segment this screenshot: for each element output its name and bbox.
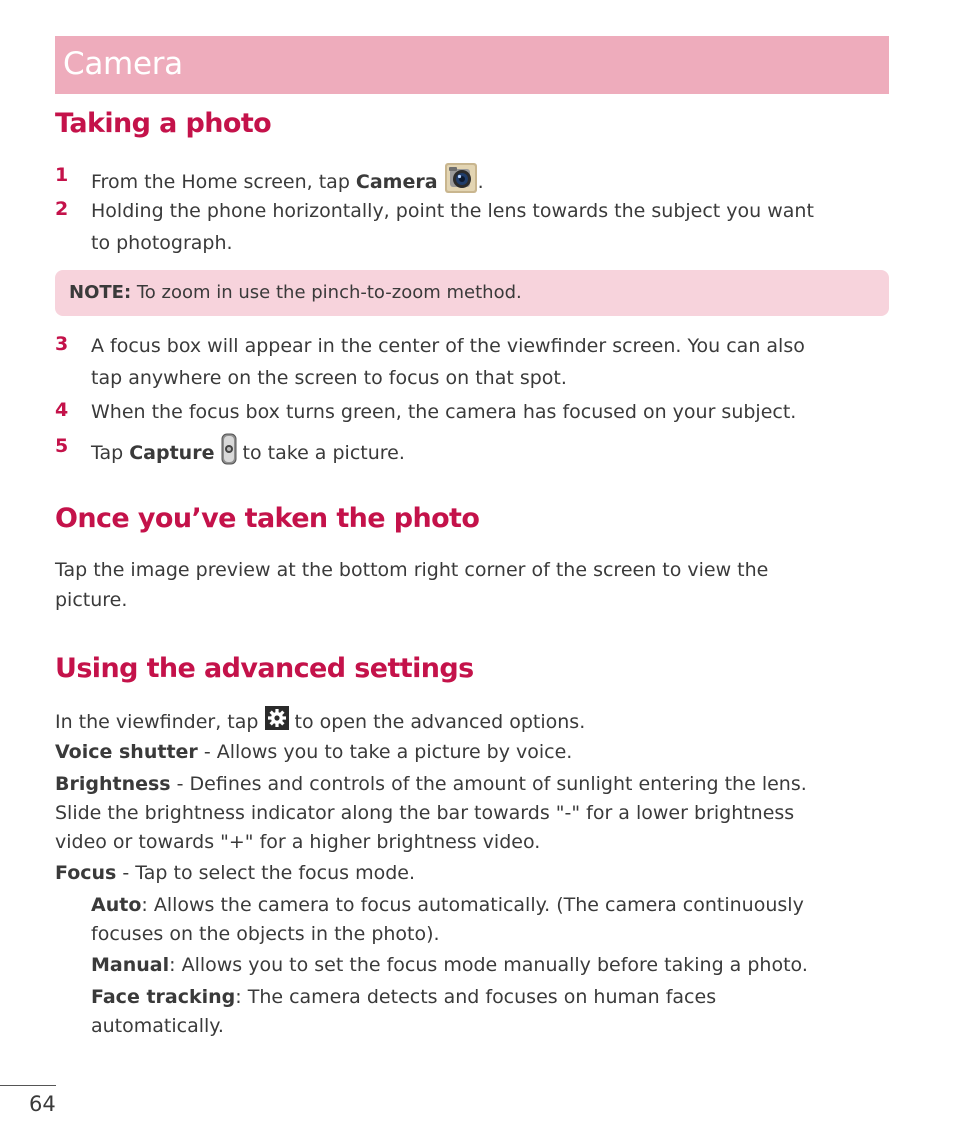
manual-line	[91, 950, 808, 980]
step-5-bold: Capture	[129, 442, 215, 464]
step-5-pre: Tap	[91, 442, 130, 464]
step-4-text: When the focus box turns green, the camera has focused on your subject.	[91, 401, 797, 423]
step-3-line-1: A focus box will appear in the center of the viewfinder screen. You can also	[91, 335, 805, 357]
once-taken-line-1: Tap the image preview at the bottom right corner of the screen to view the	[55, 559, 769, 581]
note-box	[55, 270, 889, 316]
step-5-text	[91, 433, 405, 474]
face-tracking-line-2: automatically.	[91, 1015, 224, 1037]
manual-label: Manual	[91, 954, 170, 976]
step-3-line-2: tap anywhere on the screen to focus on that spot.	[91, 367, 567, 389]
auto-line-2: focuses on the objects in the photo).	[91, 923, 440, 945]
heading-advanced-settings: Using the advanced settings	[55, 653, 474, 684]
focus-line	[55, 858, 415, 888]
face-tracking-label: Face tracking	[91, 986, 236, 1008]
heading-once-taken: Once you’ve taken the photo	[55, 503, 480, 534]
chapter-title: Camera	[63, 46, 183, 82]
brightness-text-1: - Defines and controls of the amount of sunlight entering the lens.	[170, 773, 807, 795]
step-2-line-1: Holding the phone horizontally, point the lens towards the subject you want	[91, 200, 814, 222]
step-number-2: 2	[55, 198, 69, 220]
manual-text: : Allows you to set the focus mode manually before taking a photo.	[169, 954, 808, 976]
focus-label: Focus	[55, 862, 117, 884]
advanced-intro	[55, 706, 585, 739]
auto-line-1	[91, 890, 804, 920]
advanced-intro-pre: In the viewfinder, tap	[55, 711, 265, 733]
step-1-post: .	[477, 171, 484, 193]
focus-text: - Tap to select the focus mode.	[116, 862, 416, 884]
step-1-bold: Camera	[355, 171, 438, 193]
note-text	[69, 279, 522, 307]
chapter-header-bar	[55, 36, 889, 94]
step-number-3: 3	[55, 333, 69, 355]
note-label: NOTE:	[69, 282, 132, 303]
brightness-label: Brightness	[55, 773, 171, 795]
once-taken-line-2: picture.	[55, 589, 128, 611]
face-tracking-line-1	[91, 982, 716, 1012]
brightness-line-1	[55, 769, 807, 799]
note-content: To zoom in use the pinch-to-zoom method.	[131, 282, 522, 303]
voice-shutter-label: Voice shutter	[55, 741, 198, 763]
step-1-pre: From the Home screen, tap	[91, 171, 356, 193]
brightness-line-2: Slide the brightness indicator along the bar towards "-" for a lower brightness	[55, 802, 795, 824]
page-number: 64	[29, 1092, 56, 1116]
heading-taking-a-photo: Taking a photo	[55, 108, 272, 139]
voice-shutter-line	[55, 737, 572, 767]
gear-icon	[265, 706, 289, 739]
auto-text-1: : Allows the camera to focus automatically. (The camera continuously	[141, 894, 804, 916]
advanced-intro-post: to open the advanced options.	[288, 711, 586, 733]
page-number-rule	[0, 1085, 56, 1086]
voice-shutter-text: - Allows you to take a picture by voice.	[197, 741, 573, 763]
step-number-1: 1	[55, 164, 69, 186]
brightness-line-3: video or towards "+" for a higher brightness video.	[55, 831, 541, 853]
face-tracking-text-1: : The camera detects and focuses on human faces	[235, 986, 717, 1008]
step-number-4: 4	[55, 399, 69, 421]
step-2-line-2: to photograph.	[91, 232, 233, 254]
auto-label: Auto	[91, 894, 142, 916]
capture-button-icon	[221, 433, 237, 474]
step-number-5: 5	[55, 435, 69, 457]
step-5-post: to take a picture.	[236, 442, 405, 464]
